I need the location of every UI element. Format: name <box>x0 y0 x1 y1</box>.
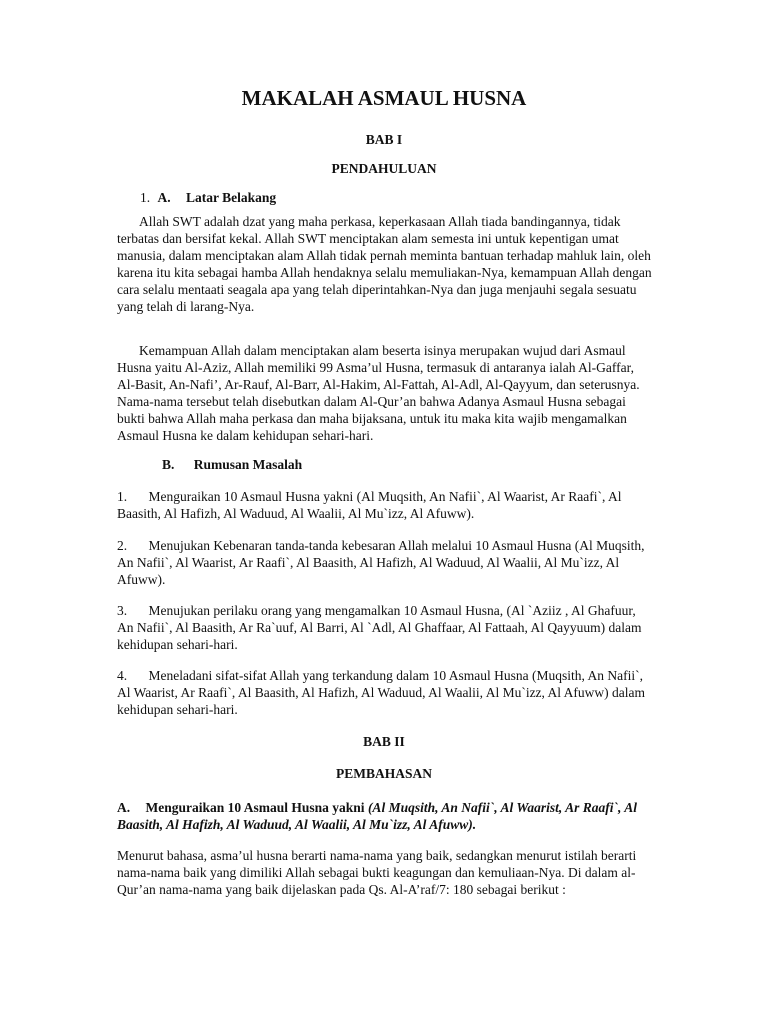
list-number: 2. <box>117 538 128 553</box>
chapter-heading-bab-2: BAB II <box>363 734 405 749</box>
list-item <box>117 667 653 718</box>
section-title-italic: (Al Muqsith, An Nafii`, Al Waarist, Ar Raafi`, Al Baasith, Al Hafizh, Al Waduud, Al Waalii, Al Mu`izz, Al Afuww). <box>117 800 637 832</box>
list-item-text: Menujukan perilaku orang yang mengamalkan 10 Asmaul Husna, (Al `Aziiz , Al Ghafuur, An Nafii`, Al Baasith, Ar Ra`uuf, Al Barri, Al `Adl, Al Ghaffaar, Al Fattaah, Al Qayyuum) dalam kehidupan sehari-hari. <box>117 603 642 652</box>
section-heading-latar-belakang <box>140 189 676 206</box>
list-number: 4. <box>117 668 128 683</box>
chapter-title-pembahasan: PEMBAHASAN <box>335 766 432 781</box>
list-item <box>117 537 653 588</box>
document-title: MAKALAH ASMAUL HUSNA <box>241 86 527 110</box>
list-item <box>117 602 653 653</box>
list-item-text: Meneladani sifat-sifat Allah yang terkandung dalam 10 Asmaul Husna (Muqsith, An Nafii`, Al Waarist, Ar Raafi`, Al Baasith, Al Hafizh, Al Waduud, Al Waalii, Al Mu`izz, Al Afuww) dalam kehidupan sehari-hari. <box>117 668 646 717</box>
list-item <box>117 488 653 522</box>
section-letter: A. <box>157 190 171 205</box>
list-number: 3. <box>117 603 128 618</box>
paragraph-pembahasan: Menurut bahasa, asma’ul husna berarti nama-nama yang baik, sedangkan menurut istilah berarti nama-nama baik yang dimiliki Allah sebagai bukti keagungan dan kemuliaan-Nya. Di dalam al-Qur’an nama-nama yang baik dijelaskan pada Qs. Al-A’raf/7: 180 sebagai berikut : <box>117 848 637 897</box>
list-number: 1. <box>140 190 151 205</box>
section-letter: A. <box>117 800 131 815</box>
section-title: Menguraikan 10 Asmaul Husna yakni <box>145 800 365 815</box>
section-title: Latar Belakang <box>186 190 277 205</box>
list-item-text: Menujukan Kebenaran tanda-tanda kebesaran Allah melalui 10 Asmaul Husna (Al Muqsith, An Nafii`, Al Waarist, Ar Raafi`, Al Baasith, Al Hafizh, Al Waduud, Al Waalii, Al Mu`izz, Al Afuww). <box>117 538 645 587</box>
section-heading-rumusan-masalah <box>162 456 698 473</box>
list-number: 1. <box>117 489 128 504</box>
list-item-text: Menguraikan 10 Asmaul Husna yakni (Al Muqsith, An Nafii`, Al Waarist, Ar Raafi`, Al Baasith, Al Hafizh, Al Waduud, Al Waalii, Al Mu`izz, Al Afuww). <box>117 489 622 521</box>
chapter-title-pendahuluan: PENDAHULUAN <box>331 161 437 176</box>
chapter-heading-bab-1: BAB I <box>365 132 403 147</box>
section-heading-menguraikan <box>117 799 653 833</box>
section-title: Rumusan Masalah <box>193 457 303 472</box>
section-letter: B. <box>162 457 175 472</box>
paragraph-latar-belakang-1: Allah SWT adalah dzat yang maha perkasa, keperkasaan Allah tiada bandingannya, tidak terbatas dan bersifat kekal. Allah SWT menciptakan alam semesta ini untuk kepentigan umat manusia, dalam menciptakan alam Allah tidak pernah meminta bantuan terhadap mahluk lain, oleh karena itu kita sebagai hamba Allah hendaknya selalu memuliakan-Nya, kemampuan Allah dengan cara selalu mentaati seagala apa yang telah diperintahkan-Nya dan juga menjauhi segala sesuatu yang telah di larang-Nya. <box>117 214 652 314</box>
paragraph-latar-belakang-2: Kemampuan Allah dalam menciptakan alam beserta isinya merupakan wujud dari Asmaul Husna yaitu Al-Aziz, Allah memiliki 99 Asma’ul Husna, termasuk di antaranya ialah Al-Gaffar, Al-Basit, An-Nafi’, Ar-Rauf, Al-Barr, Al-Hakim, Al-Fattah, Al-Adl, Al-Qayyum, dan seterusnya. Nama-nama tersebut telah disebutkan dalam Al-Qur’an bahwa Adanya Asmaul Husna sebagai bukti bahwa Allah maha perkasa dan maha bijaksana, untuk itu maka kita wajib mengamalkan Asmaul Husna ke dalam kehidupan sehari-hari. <box>117 343 640 443</box>
